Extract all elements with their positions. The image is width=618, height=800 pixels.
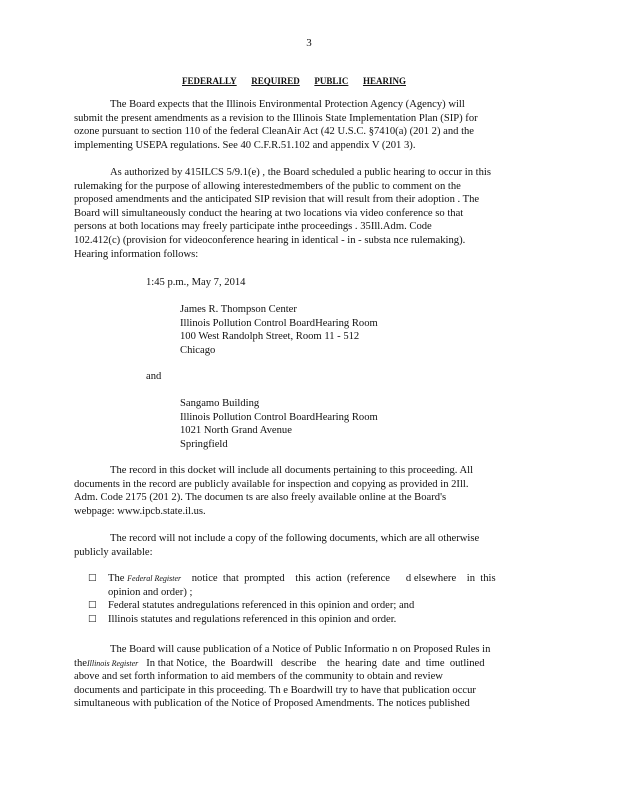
address-line: James R. Thompson Center bbox=[180, 304, 297, 315]
text-line: Adm. Code 2175 (201 2). The documen ts are also freely available online at the Board's bbox=[74, 492, 447, 504]
address-line: Springfield bbox=[180, 438, 228, 450]
section-heading bbox=[182, 75, 406, 89]
and-connector: and bbox=[146, 371, 162, 382]
address-line: 1021 North Grand Avenue bbox=[180, 425, 292, 437]
text-line: above and set forth information to aid members of the community to obtain and review bbox=[74, 671, 443, 683]
hearing-time: 1:45 p.m., May 7, 2014 bbox=[146, 277, 246, 288]
bullet-text: Federal statutes andregulations referenced in this opinion and order; and bbox=[108, 600, 415, 612]
text-fragment: the bbox=[74, 657, 87, 669]
checkbox-bullet-icon: □ bbox=[88, 573, 97, 583]
list-item bbox=[88, 572, 528, 599]
bullet-text: notice that prompted this action (reference d elsewhere in this bbox=[181, 573, 496, 584]
heading-word: HEARING bbox=[362, 76, 406, 86]
bullet-text: opinion and order) ; bbox=[108, 586, 193, 598]
text-line: rulemaking for the purpose of allowing interestedmembers of the public to comment on the bbox=[74, 180, 461, 192]
paragraph-docket-record bbox=[74, 464, 544, 518]
heading-word: FEDERALLY bbox=[182, 76, 237, 86]
hearing-location-chicago bbox=[180, 303, 378, 357]
text-line: Hearing information follows: bbox=[74, 248, 199, 260]
text-line: Board will simultaneously conduct the hearing at two locations via video conference so that bbox=[74, 207, 464, 219]
paragraph-publication-notice bbox=[74, 643, 544, 711]
heading-word: REQUIRED bbox=[251, 76, 300, 86]
address-line: Illinois Pollution Control BoardHearing Room bbox=[180, 317, 378, 329]
bullet-text: Illinois statutes and regulations referenced in this opinion and order. bbox=[108, 613, 397, 625]
text-line: As authorized by 415ILCS 5/9.1(e) , the Board scheduled a public hearing to occur in this bbox=[110, 167, 491, 178]
text-line: webpage: www.ipcb.state.il.us. bbox=[74, 505, 206, 517]
text-line: documents in the record are publicly available for inspection and copying as provided in 2Ill. bbox=[74, 478, 469, 490]
text-line: 102.412(c) (provision for videoconference hearing in identical - in - substa nce rulemaking). bbox=[74, 234, 466, 246]
paragraph-hearing-authorization bbox=[74, 166, 544, 261]
list-item bbox=[88, 599, 528, 613]
bullet-italic-text: Federal Register bbox=[127, 574, 182, 583]
heading-word: PUBLIC bbox=[314, 76, 349, 86]
text-line: The record will not include a copy of the following documents, which are all otherwise bbox=[110, 533, 480, 544]
text-line bbox=[74, 657, 544, 671]
text-line: simultaneous with publication of the Notice of Proposed Amendments. The notices published bbox=[74, 698, 470, 710]
checkbox-bullet-icon: □ bbox=[88, 613, 97, 624]
address-line: 100 West Randolph Street, Room 11 - 512 bbox=[180, 331, 360, 343]
text-line: The Board expects that the Illinois Environmental Protection Agency (Agency) will bbox=[110, 99, 465, 110]
excluded-documents-list bbox=[88, 572, 528, 626]
address-line: Illinois Pollution Control BoardHearing Room bbox=[180, 411, 378, 423]
hearing-location-springfield bbox=[180, 397, 378, 451]
text-line: submit the present amendments as a revision to the Illinois State Implementation Plan (SIP) for bbox=[74, 112, 478, 124]
checkbox-bullet-icon: □ bbox=[88, 600, 97, 611]
text-line: implementing USEPA regulations. See 40 C.F.R.51.102 and appendix V (201 3). bbox=[74, 139, 416, 151]
paragraph-excluded-documents bbox=[74, 532, 544, 559]
list-item bbox=[88, 613, 528, 627]
paragraph-agency-submission bbox=[74, 98, 544, 152]
text-line: The Board will cause publication of a Notice of Public Informatio n on Proposed Rules in bbox=[110, 644, 491, 655]
bullet-text: The bbox=[108, 573, 125, 584]
text-fragment: In that Notice, the Boardwill describe the hearing date and time outlined bbox=[138, 657, 485, 669]
address-line: Sangamo Building bbox=[180, 398, 260, 409]
text-line: persons at both locations may freely participate inthe proceedings . 35Ill.Adm. Code bbox=[74, 221, 432, 233]
italic-register: Illinois Register bbox=[86, 658, 139, 668]
text-line: documents and participate in this proceeding. Th e Boardwill try to have that publication occur bbox=[74, 684, 476, 696]
text-line: ozone pursuant to section 110 of the federal CleanAir Act (42 U.S.C. §7410(a) (201 2) and the bbox=[74, 126, 475, 138]
text-line: proposed amendments and the anticipated SIP revision that will result from their adoption . The bbox=[74, 194, 480, 206]
address-line: Chicago bbox=[180, 344, 216, 356]
text-line: publicly available: bbox=[74, 546, 153, 558]
text-line: The record in this docket will include all documents pertaining to this proceeding. All bbox=[110, 465, 474, 476]
page-number: 3 bbox=[306, 37, 312, 49]
